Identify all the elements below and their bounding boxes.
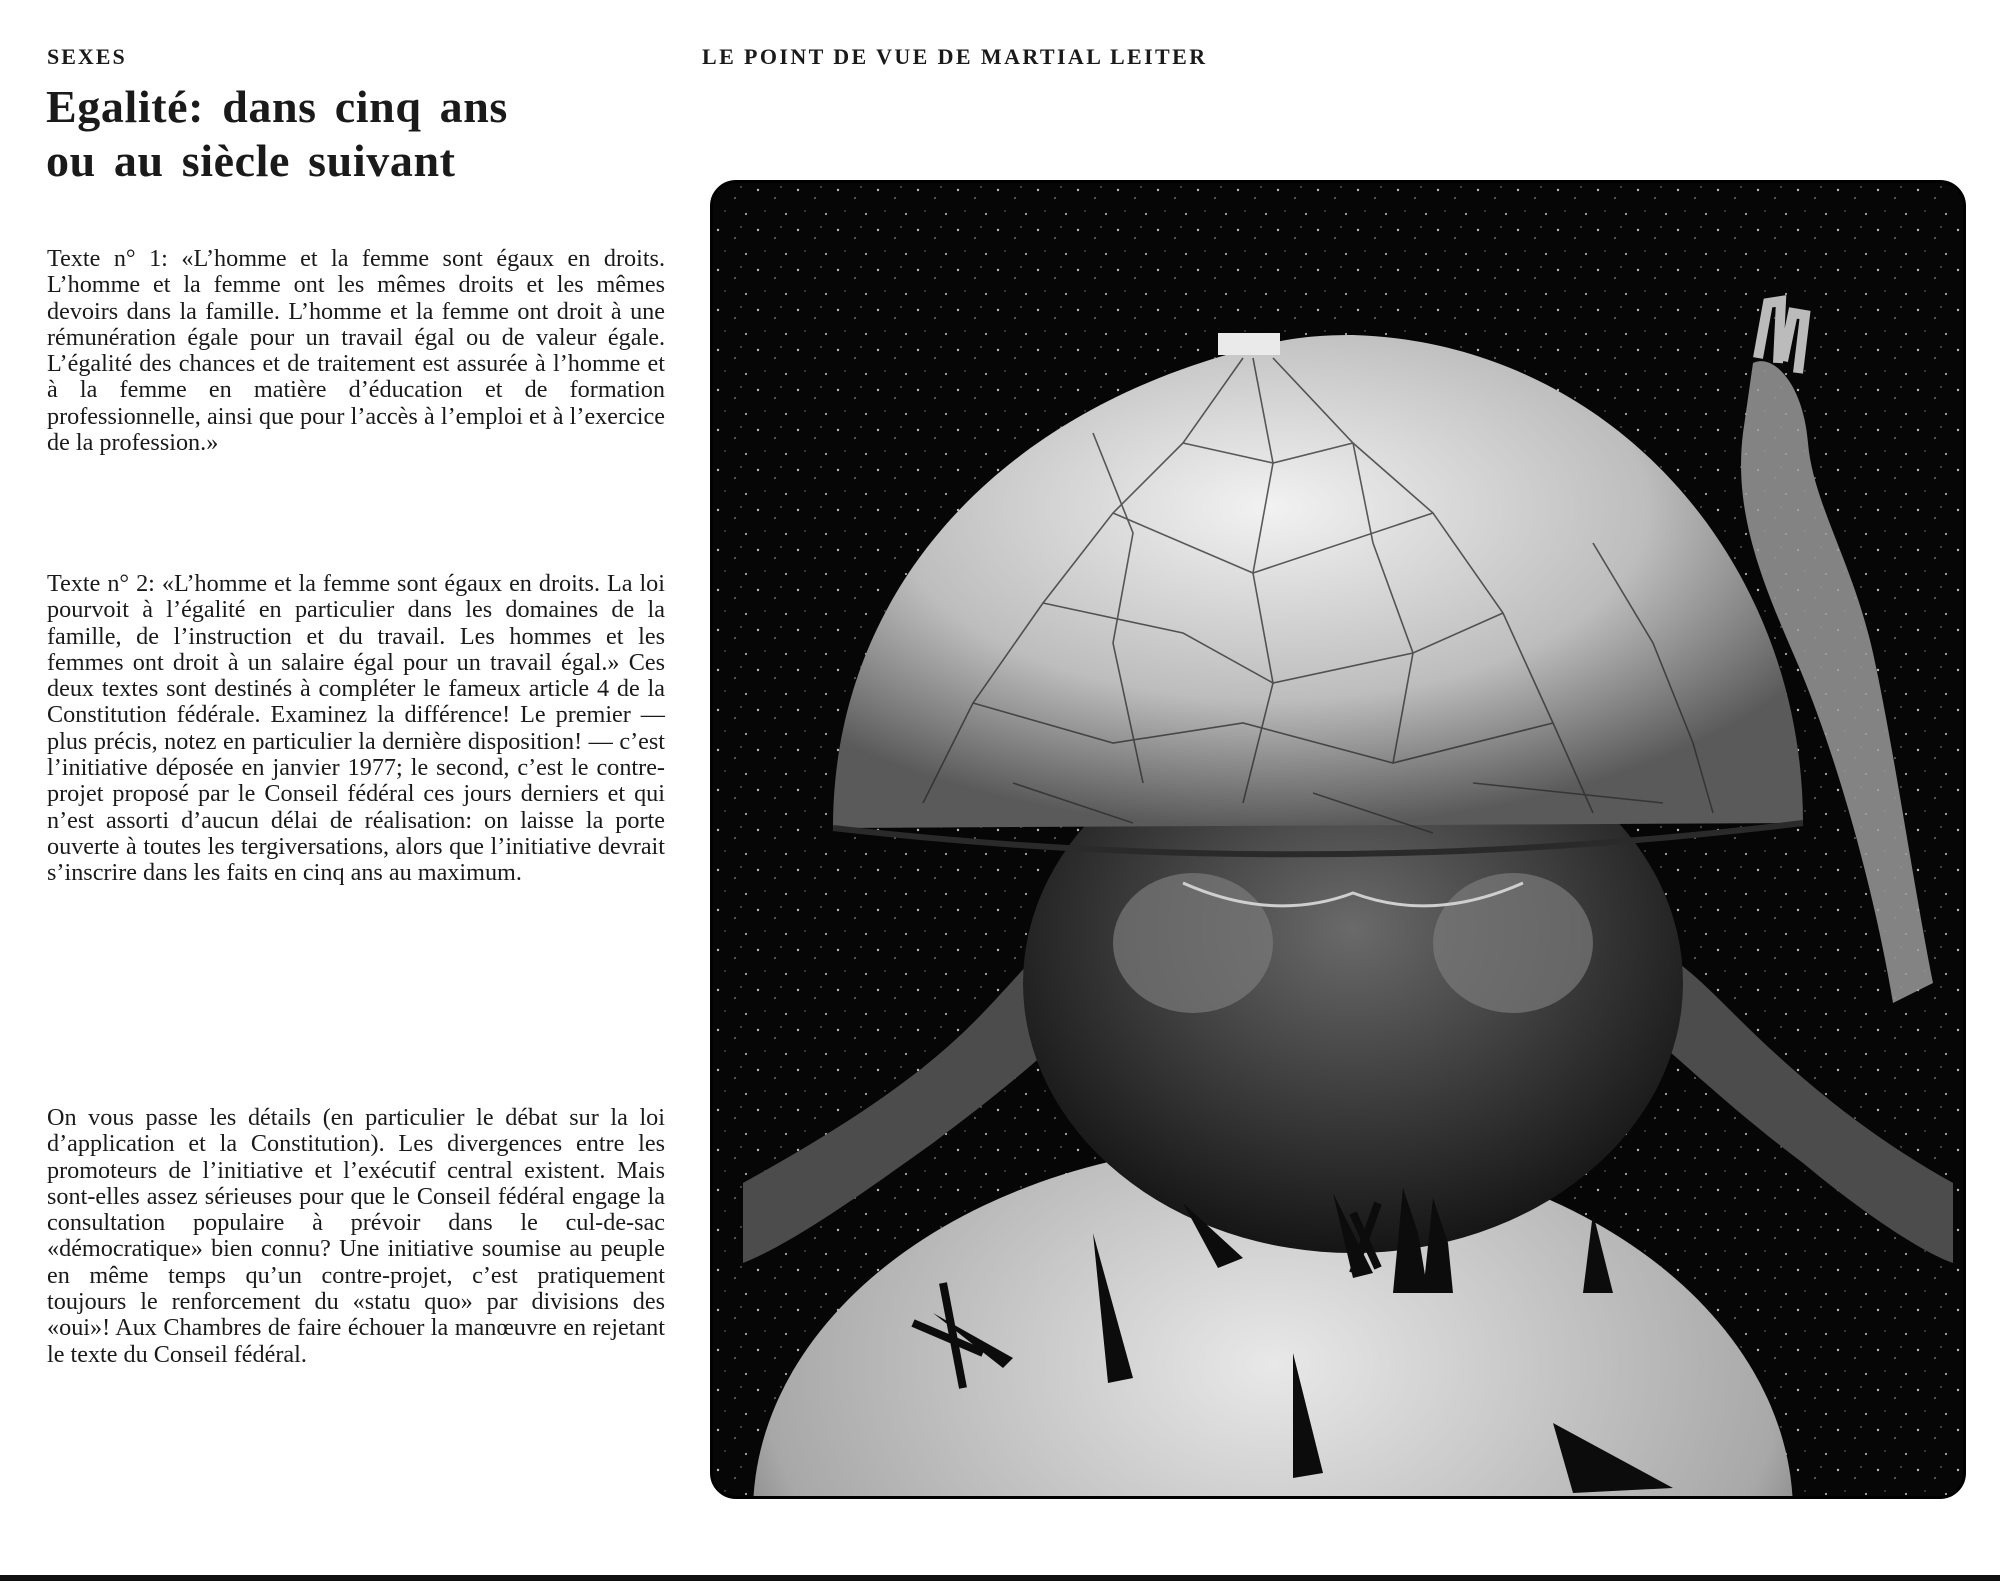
illustration-drawing: [713, 183, 1963, 1496]
dome-cap: [1218, 333, 1280, 355]
right-hand: [1433, 873, 1593, 1013]
page-bottom-rule: [0, 1575, 2000, 1581]
editorial-illustration: [710, 180, 1966, 1499]
article-paragraph-1: Texte n° 1: «L’homme et la femme sont égaux en droits. L’homme et la femme ont les mêmes droits et les mêmes devoirs dans la famille. L’homme et la femme ont droit à une rémunération égale pour un travail égal ou de valeur égale. L’égalité des chances et de traitement est assurée à l’homme et à la femme en matière d’éducation et de formation professionnelle, ainsi que pour l’accès à l’emploi et à l’exercice de la profession.»: [47, 245, 665, 457]
left-hand: [1113, 873, 1273, 1013]
article-paragraph-3: On vous passe les détails (en particulier le débat sur la loi d’application et la Constitution). Les divergences entre les promoteurs de l’initiative et l’exécutif central existent. Mais sont-elles assez sérieuses pour que le Conseil fédéral engage la consultation populaire à prévoir dans le cul-de-sac «démocratique» bien connu? Une initiative soumise au peuple en même temps qu’un contre-projet, c’est pratiquement toujours le renforcement du «statu quo» par divisions des «oui»! Aux Chambres de faire échouer la manœuvre en rejetant le texte du Conseil fédéral.: [47, 1104, 665, 1368]
headline-line-2: ou au siècle suivant: [46, 135, 456, 186]
column-label: LE POINT DE VUE DE MARTIAL LEITER: [702, 44, 1208, 69]
section-label: SEXES: [47, 44, 127, 69]
headline-line-1: Egalité: dans cinq ans: [46, 81, 508, 132]
headline: [46, 80, 686, 188]
article-paragraph-2: Texte n° 2: «L’homme et la femme sont égaux en droits. La loi pourvoit à l’égalité en particulier dans les domaines de la famille, de l’instruction et du travail. Les hommes et les femmes ont droit à un salaire égal pour un travail égal.» Ces deux textes sont destinés à compléter le fameux article 4 de la Constitution fédérale. Examinez la différence! Le premier — plus précis, notez en particulier la dernière disposition! — c’est l’initiative déposée en janvier 1977; le second, c’est le contre-projet proposé par le Conseil fédéral ces jours derniers et qui n’est assorti d’aucun délai de réalisation: on laisse la porte ouverte à toutes les tergiversations, alors que l’initiative devrait s’inscrire dans les faits en cinq ans au maximum.: [47, 570, 665, 887]
